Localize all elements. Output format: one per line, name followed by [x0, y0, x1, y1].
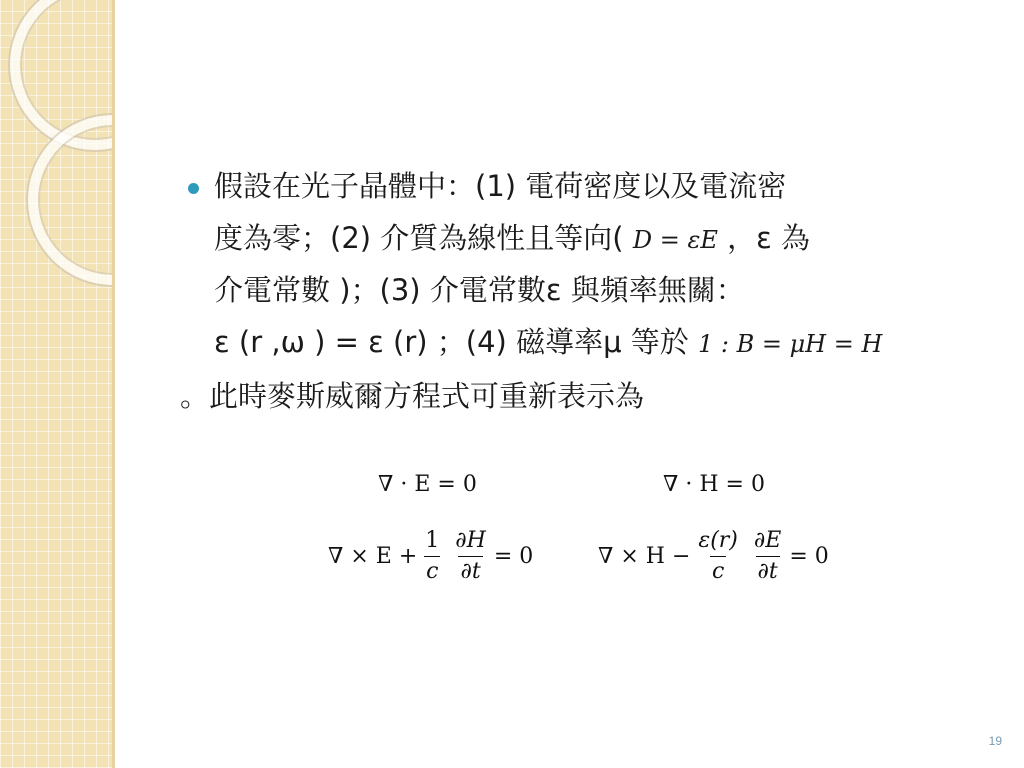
bullet-text-4: ε (r ,ω ) = ε (r) ；(4) 磁導率μ 等於: [214, 325, 689, 359]
displacement-equation: D = εE: [632, 226, 718, 254]
bullet-line-4: [214, 324, 882, 362]
fraction-1-over-c: $\frac{1}{c}$: [423, 526, 441, 587]
page-number: 19: [988, 734, 1002, 748]
equation-div-h: ∇ · H = 0: [663, 472, 765, 497]
fraction-dH-dt: $\frac{\partial H}{\partial t}$: [453, 526, 488, 587]
bullet-line-5: [180, 378, 644, 414]
decorative-side-strip: [0, 0, 112, 768]
fraction-eps-over-c: $\frac{\varepsilon(r)}{c}$: [696, 526, 740, 587]
equation-curl-h: ∇ × H − $\frac{\varepsilon(r)}{c}$ $\frac{\partial E}{\partial t}$ = 0: [598, 526, 829, 587]
magnetic-equation: 1 : B = μH = H: [697, 330, 883, 358]
equation-div-e: ∇ · E = 0: [378, 472, 477, 497]
bullet-line-3: [214, 272, 745, 308]
bullet-text-2-tail: ，ε 為: [727, 221, 810, 255]
equation-curl-e: ∇ × E + $\frac{1}{c}$ $\frac{\partial H}{\partial t}$ = 0: [328, 526, 533, 587]
bullet-text-5: 。此時麥斯威爾方程式可重新表示為: [180, 379, 645, 413]
strip-edge: [112, 0, 115, 768]
fraction-dE-dt: $\frac{\partial E}{\partial t}$: [752, 526, 783, 587]
bullet-line-1: [214, 168, 786, 204]
bullet-dot: [188, 183, 199, 194]
decorative-ring: [28, 115, 112, 285]
bullet-text-1: 假設在光子晶體中：(1) 電荷密度以及電流密: [214, 169, 787, 203]
bullet-text-2: 度為零；(2) 介質為線性且等向(: [214, 221, 624, 255]
bullet-line-2: [214, 220, 810, 258]
bullet-text-3: 介電常數 )；(3) 介電常數ε 與頻率無關：: [214, 273, 745, 307]
